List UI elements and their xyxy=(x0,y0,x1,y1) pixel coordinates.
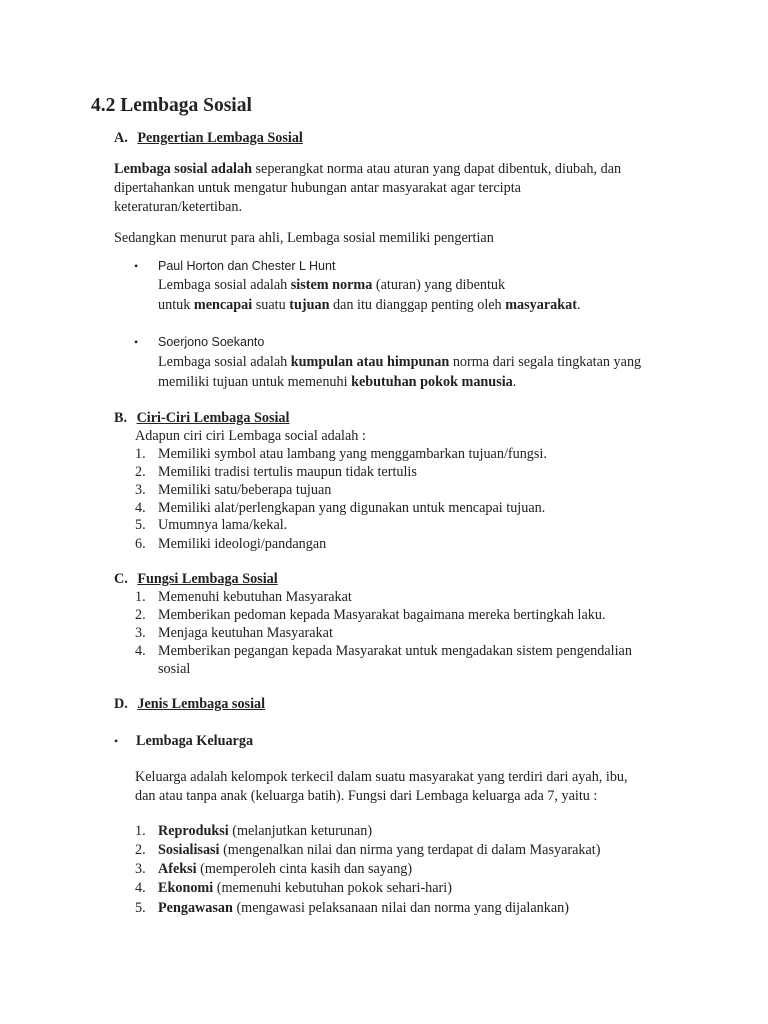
section-letter: D. xyxy=(114,696,128,712)
expert-definition-line-1: Lembaga sosial adalah sistem norma (aturan) yang dibentuk xyxy=(158,277,506,293)
paragraph-line-2: dan atau tanpa anak (keluarga batih). Fungsi dari Lembaga keluarga ada 7, yaitu : xyxy=(135,788,598,804)
list-item: 1. Memiliki symbol atau lambang yang menggambarkan tujuan/fungsi. xyxy=(135,446,547,462)
list-item: 4. Ekonomi (memenuhi kebutuhan pokok sehari-hari) xyxy=(135,880,452,896)
experts-intro: Sedangkan menurut para ahli, Lembaga sosial memiliki pengertian xyxy=(114,230,494,246)
section-letter: B. xyxy=(114,410,128,426)
list-item: 1. Reproduksi (melanjutkan keturunan) xyxy=(135,823,373,839)
list-item: 5. Pengawasan (mengawasi pelaksanaan nilai dan norma yang dijalankan) xyxy=(135,900,569,916)
section-intro: Adapun ciri ciri Lembaga social adalah : xyxy=(135,428,366,444)
list-item: 3. Menjaga keutuhan Masyarakat xyxy=(135,625,333,641)
section-title: Ciri-Ciri Lembaga Sosial xyxy=(136,410,290,426)
list-item: 2. Sosialisasi (mengenalkan nilai dan nirma yang terdapat di dalam Masyarakat) xyxy=(135,842,601,858)
definition-line-1: Lembaga sosial adalah seperangkat norma atau aturan yang dapat dibentuk, diubah, dan xyxy=(114,161,622,177)
section-letter: C. xyxy=(114,571,128,587)
expert-name: Soerjono Soekanto xyxy=(158,335,265,349)
section-a-heading xyxy=(114,129,303,147)
page-title: 4.2 Lembaga Sosial xyxy=(91,95,252,116)
section-b-heading xyxy=(114,409,289,427)
expert-definition-line-2: memiliki tujuan untuk memenuhi kebutuhan pokok manusia. xyxy=(158,374,517,390)
subsection-heading: Lembaga Keluarga xyxy=(136,733,254,749)
bullet-icon: • xyxy=(114,734,119,748)
expert-definition-line-1: Lembaga sosial adalah kumpulan atau himpunan norma dari segala tingkatan yang xyxy=(158,354,642,370)
section-letter: A. xyxy=(114,130,128,146)
section-d-heading xyxy=(114,695,265,713)
section-c-heading xyxy=(114,570,278,588)
expert-definition-line-2: untuk mencapai suatu tujuan dan itu dianggap penting oleh masyarakat. xyxy=(158,297,581,313)
bullet-icon: • xyxy=(134,259,139,273)
expert-name: Paul Horton dan Chester L Hunt xyxy=(158,259,336,273)
list-item: 6. Memiliki ideologi/pandangan xyxy=(135,536,327,552)
list-item: 4. Memberikan pegangan kepada Masyarakat untuk mengadakan sistem pengendalian xyxy=(135,643,632,659)
list-item: 2. Memiliki tradisi tertulis maupun tidak tertulis xyxy=(135,464,417,480)
section-title: Fungsi Lembaga Sosial xyxy=(137,571,278,587)
list-item: 1. Memenuhi kebutuhan Masyarakat xyxy=(135,589,352,605)
definition-line-3: keteraturan/ketertiban. xyxy=(114,199,243,215)
list-item-continuation: sosial xyxy=(158,661,191,677)
paragraph-line-1: Keluarga adalah kelompok terkecil dalam suatu masyarakat yang terdiri dari ayah, ibu, xyxy=(135,769,628,785)
bold-term: Lembaga sosial adalah xyxy=(114,161,252,177)
list-item: 2. Memberikan pedoman kepada Masyarakat bagaimana mereka bertingkah laku. xyxy=(135,607,606,623)
section-title: Jenis Lembaga sosial xyxy=(137,696,266,712)
list-item: 5. Umumnya lama/kekal. xyxy=(135,517,288,533)
list-item: 4. Memiliki alat/perlengkapan yang digunakan untuk mencapai tujuan. xyxy=(135,500,546,516)
bullet-icon: • xyxy=(134,335,139,349)
list-item: 3. Memiliki satu/beberapa tujuan xyxy=(135,482,332,498)
list-item: 3. Afeksi (memperoleh cinta kasih dan sayang) xyxy=(135,861,413,877)
section-title: Pengertian Lembaga Sosial xyxy=(137,130,303,146)
definition-line-2: dipertahankan untuk mengatur hubungan antar masyarakat agar tercipta xyxy=(114,180,521,196)
